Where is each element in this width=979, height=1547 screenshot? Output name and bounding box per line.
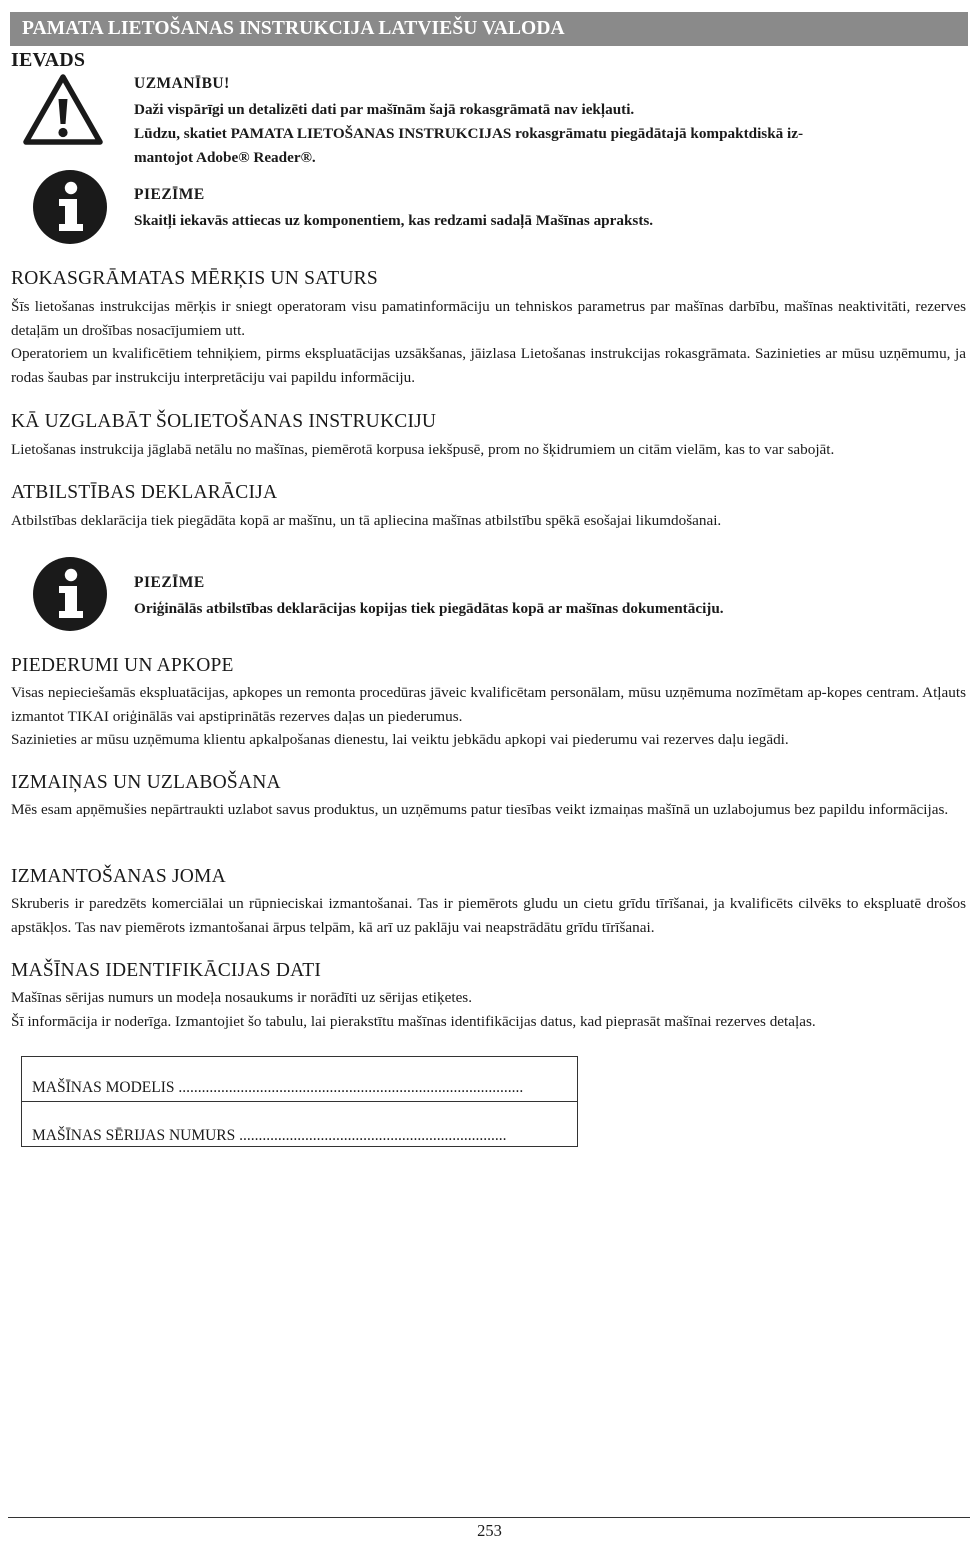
identification-table <box>21 1056 578 1147</box>
machine-serial-row: MAŠĪNAS SĒRIJAS NUMURS ..................................................................... <box>32 1127 507 1144</box>
section-identification-p2: Šī informācija ir noderīga. Izmantojiet šo tabulu, lai pierakstītu mašīnas identifikācijas datus, kad pieprasāt mašīnai rezerves detaļas. <box>11 1013 816 1030</box>
section-conformity-heading: ATBILSTĪBAS DEKLARĀCIJA <box>11 482 278 503</box>
note1-text: Skaitļi iekavās attiecas uz komponentiem, kas redzami sadaļā Mašīnas apraksts. <box>134 212 654 229</box>
section-identification-p1: Mašīnas sērijas numurs un modeļa nosaukums ir norādīti uz sērijas etiķetes. <box>11 989 473 1006</box>
section-identification-heading: MAŠĪNAS IDENTIFIKĀCIJAS DATI <box>11 960 322 981</box>
section-storage-p1: Lietošanas instrukcija jāglabā netālu no mašīnas, piemērotā korpusa iekšpusē, prom no šķidrumiem un citām vielām, kas to var sabojāt. <box>11 441 835 458</box>
section-conformity-p1: Atbilstības deklarācija tiek piegādāta kopā ar mašīnu, un tā apliecina mašīnas atbilstību spēkā esošajai likumdošanai. <box>11 512 722 529</box>
section-changes-p1: Mēs esam apņēmušies nepārtraukti uzlabot savus produktus, un uzņēmums patur tiesības veikt izmaiņas mašīnā un uzlabojumus bez papildu informācijas. <box>11 801 949 818</box>
section-purpose-heading: ROKASGRĀMATAS MĒRĶIS UN SATURS <box>11 268 378 289</box>
warning-text-line1: Daži vispārīgi un detalizēti dati par mašīnām šajā rokasgrāmatā nav iekļauti. <box>134 101 635 118</box>
info-circle-icon <box>32 556 108 632</box>
warning-text-line2: Lūdzu, skatiet PAMATA LIETOŠANAS INSTRUKCIJAS rokasgrāmatu piegādātajā kompaktdiskā iz- <box>134 125 804 142</box>
section-changes-heading: IZMAIŅAS UN UZLABOŠANA <box>11 772 281 793</box>
note2-text: Oriģinālās atbilstības deklarācijas kopijas tiek piegādātas kopā ar mašīnas dokumentāciju. <box>134 600 724 617</box>
intro-heading: IEVADS <box>11 49 86 71</box>
table-divider <box>22 1101 577 1102</box>
note1-title: PIEZĪME <box>134 186 205 203</box>
section-usage-heading: IZMANTOŠANAS JOMA <box>11 866 226 887</box>
note2-title: PIEZĪME <box>134 574 205 591</box>
page-number: 253 <box>477 1521 502 1540</box>
section-purpose-p1: Šīs lietošanas instrukcijas mērķis ir sniegt operatoram visu pamatinformāciju un tehniskos parametrus par mašīnas darbību, mašīnas neaktivitāti, rezerves detaļām un drošības nosacījumiem utt. <box>11 298 966 339</box>
warning-triangle-icon <box>22 72 104 146</box>
section-accessories-p1: Visas nepieciešamās ekspluatācijas, apkopes un remonta procedūras jāveic kvalificētam personālam, mūsu uzņēmuma nozīmētam ap-kopes centram. Atļauts izmantot TIKAI oriģinālās vai apstiprinātās rezerves daļas un piederumus. <box>11 684 966 725</box>
footer-rule <box>8 1517 970 1518</box>
section-usage-p1: Skruberis ir paredzēts komerciālai un rūpnieciskai izmantošanai. Tas ir piemērots gludu un cietu grīdu tīrīšanai, ja kvalificēts cilvēks to ekspluatē drošos apstākļos. Tas nav piemērots izmantošanai ārpus telpām, kā arī uz paklāju vai neapstrādātu grīdu tīrīšanai. <box>11 895 966 936</box>
page-banner: PAMATA LIETOŠANAS INSTRUKCIJA LATVIEŠU VALODA <box>10 12 968 46</box>
section-purpose-p2: Operatoriem un kvalificētiem tehniķiem, pirms ekspluatācijas uzsākšanas, jāizlasa Lietošanas instrukcijas rokasgrāmata. Sazinieties ar mūsu uzņēmumu, ja rodas šaubas par instrukciju interpretāciju vai papildu informāciju. <box>11 345 966 386</box>
machine-model-row: MAŠĪNAS MODELIS ......................................................................................... <box>32 1079 524 1096</box>
section-accessories-heading: PIEDERUMI UN APKOPE <box>11 655 234 676</box>
section-storage-heading: KĀ UZGLABĀT ŠOLIETOŠANAS INSTRUKCIJU <box>11 411 437 432</box>
warning-title: UZMANĪBU! <box>134 75 230 92</box>
warning-text-line3: mantojot Adobe® Reader®. <box>134 149 316 166</box>
section-accessories-p2: Sazinieties ar mūsu uzņēmuma klientu apkalpošanas dienestu, lai veiktu jebkādu apkopi vai piederumu vai rezerves daļu iegādi. <box>11 731 789 748</box>
info-circle-icon <box>32 169 108 245</box>
